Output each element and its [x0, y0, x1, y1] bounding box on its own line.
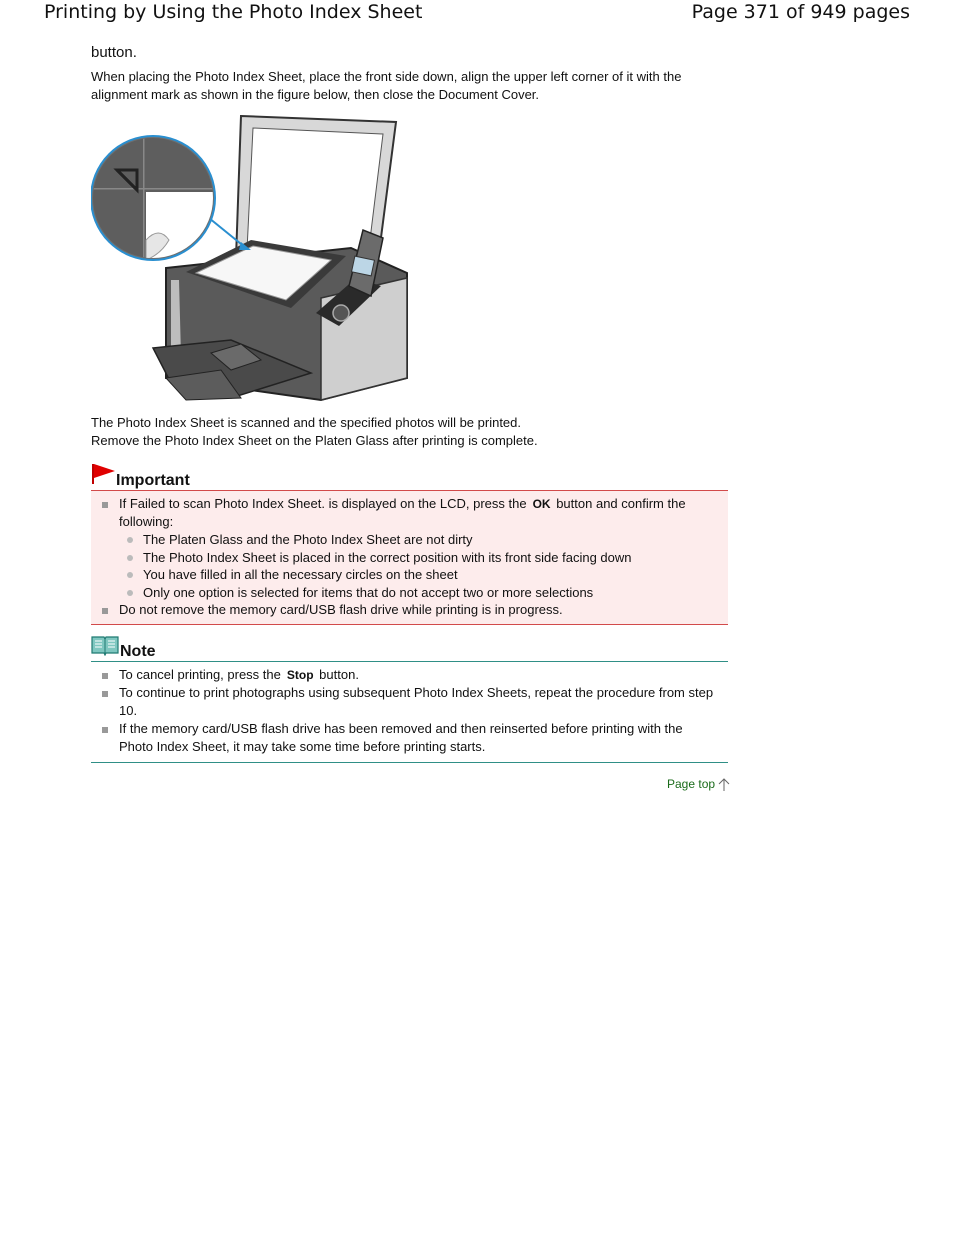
- page-top-label: Page top: [667, 777, 716, 791]
- list-item: To cancel printing, press the Stop button.: [119, 666, 720, 684]
- printer-platen-image: [91, 108, 411, 408]
- document-title: Printing by Using the Photo Index Sheet: [44, 1, 423, 23]
- note-label: Note: [120, 643, 156, 660]
- placing-instructions: When placing the Photo Index Sheet, place the front side down, align the upper left corner of it with the alignment mark as shown in the figure below, then close the Document Cover.: [91, 69, 682, 102]
- ok-key: OK: [532, 497, 551, 511]
- printer-illustration: [91, 108, 411, 408]
- list-item: The Photo Index Sheet is placed in the correct position with its front side facing down: [143, 549, 720, 567]
- list-item: Do not remove the memory card/USB flash drive while printing is in progress.: [119, 601, 720, 619]
- important-heading: [91, 464, 731, 490]
- red-flag-icon: [91, 463, 115, 490]
- important-box: [91, 490, 728, 625]
- open-book-icon: [91, 634, 119, 661]
- after-text-1: The Photo Index Sheet is scanned and the specified photos will be printed.: [91, 415, 522, 430]
- list-item: To continue to print photographs using subsequent Photo Index Sheets, repeat the procedure from step 10.: [119, 684, 720, 720]
- after-text-2: Remove the Photo Index Sheet on the Platen Glass after printing is complete.: [91, 433, 538, 448]
- list-item: If the memory card/USB flash drive has been removed and then reinserted before printing with the Photo Index Sheet, it may take some time before printing starts.: [119, 720, 720, 756]
- note-heading: [91, 635, 731, 661]
- main-content: [91, 44, 731, 763]
- list-item: The Platen Glass and the Photo Index Sheet are not dirty: [143, 531, 720, 549]
- page-counter: Page 371 of 949 pages: [691, 1, 910, 23]
- list-item: If Failed to scan Photo Index Sheet. is displayed on the LCD, press the OK button and confirm the following: The Platen Glass and the Photo Index Sheet are not dirty The Photo Index Sheet is placed in the correct position with its front side facing down You have filled in all the necessary circles on the sheet Only one option is selected for items that do not accept two or more selections: [119, 495, 720, 601]
- list-item: You have filled in all the necessary circles on the sheet: [143, 566, 720, 584]
- lead-text: button.: [91, 44, 137, 61]
- note-box: [91, 661, 728, 763]
- page-top-link[interactable]: [667, 777, 730, 791]
- up-arrow-icon: [718, 777, 730, 791]
- list-item: Only one option is selected for items that do not accept two or more selections: [143, 584, 720, 602]
- stop-key: Stop: [286, 668, 314, 682]
- important-label: Important: [116, 472, 190, 489]
